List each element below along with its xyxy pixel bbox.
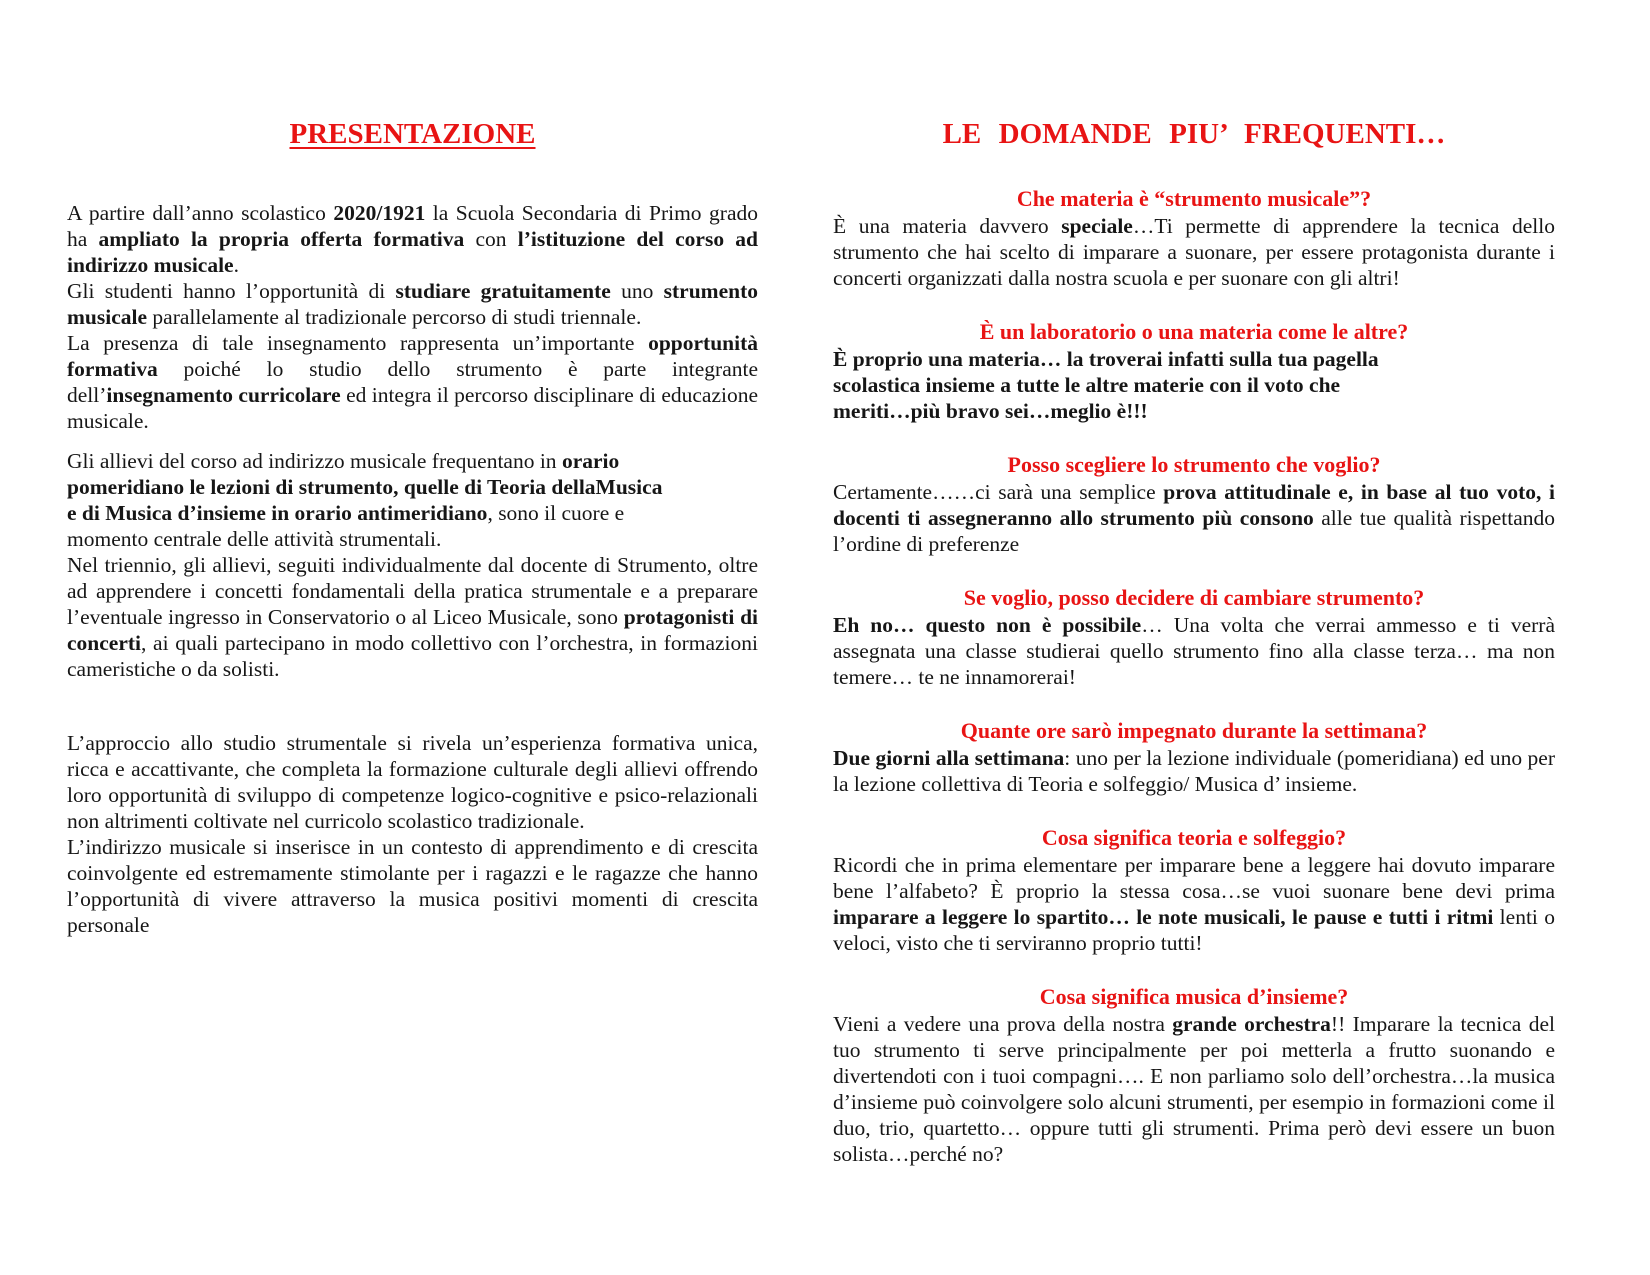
- text-run: Ricordi che in prima elementare per imparare bene a leggere hai dovuto imparare bene l’alfabeto? È proprio la stessa cosa…se vuoi suonare bene devi prima: [833, 853, 1555, 903]
- faq-sections: [833, 186, 1555, 1167]
- presentation-paragraph: [67, 330, 758, 434]
- text-run: La presenza di tale insegnamento rappresenta un’importante: [67, 331, 649, 355]
- bold-text-run: insegnamento curricolare: [106, 383, 341, 407]
- text-run: Gli allievi del corso ad indirizzo musicale frequentano in: [67, 449, 562, 473]
- text-run: Gli studenti hanno l’opportunità di: [67, 279, 396, 303]
- text-run: , ai quali partecipano in modo collettivo con l’orchestra, in formazioni cameristiche o da solisti.: [67, 631, 758, 681]
- text-run: ed integra il percorso disciplinare di educazione musicale.: [67, 383, 759, 433]
- bold-text-run: e di Musica d’insieme in orario antimeridiano: [67, 501, 488, 525]
- faq-answer: [833, 1011, 1555, 1167]
- faq-column: [833, 118, 1555, 1167]
- faq-question: Cosa significa teoria e solfeggio?: [1041, 825, 1347, 850]
- bold-text-run: opportunità formativa: [67, 331, 758, 381]
- presentation-paragraph: [67, 834, 758, 938]
- presentation-paragraph: [67, 552, 758, 682]
- bold-text-run: Eh no… questo non è possibile: [833, 613, 1142, 637]
- faq-question: Quante ore sarò impegnato durante la settimana?: [960, 718, 1428, 743]
- faq-answer: [833, 612, 1555, 690]
- presentation-paragraph: [67, 200, 758, 278]
- bold-text-run: orario: [561, 449, 620, 473]
- text-run: , sono il cuore e: [487, 501, 625, 525]
- text-run: lenti o veloci, visto che ti serviranno proprio tutti!: [833, 905, 1555, 955]
- bold-text-run: scolastica insieme a tutte le altre materie con il voto che: [833, 373, 1341, 397]
- faq-answer: [833, 479, 1555, 557]
- bold-text-run: l’istituzione del corso ad indirizzo musicale: [67, 227, 758, 277]
- faq-question: Se voglio, posso decidere di cambiare strumento?: [963, 585, 1425, 610]
- text-run: È una materia davvero: [833, 214, 1062, 238]
- bold-text-run: ampliato la propria offerta formativa: [98, 227, 465, 251]
- text-run: L’approccio allo studio strumentale si rivela un’esperienza formativa unica, ricca e accattivante, che completa la formazione culturale degli allievi offrendo loro opportunità di sviluppo di competenze logico-cognitive e psico-relazionali non altrimenti coltivate nel curricolo scolastico tradizionale.: [67, 731, 758, 833]
- faq-question: Che materia è “strumento musicale”?: [1016, 186, 1372, 211]
- text-run: .: [233, 253, 239, 277]
- bold-text-run: 2020/1921: [333, 201, 426, 225]
- text-run: con: [464, 227, 518, 251]
- presentation-column: [67, 118, 758, 938]
- text-run: la Scuola Secondaria di Primo grado ha: [67, 201, 758, 251]
- text-run: uno: [610, 279, 664, 303]
- presentation-title: PRESENTAZIONE: [289, 118, 536, 150]
- bold-text-run: speciale: [1061, 214, 1133, 238]
- presentation-paragraph: [67, 730, 758, 834]
- text-run: Certamente……ci sarà una semplice: [833, 480, 1164, 504]
- faq-question: Cosa significa musica d’insieme?: [1039, 984, 1349, 1009]
- text-run: momento centrale delle attività strumentali.: [67, 527, 442, 551]
- presentation-paragraph: [67, 448, 758, 552]
- text-run: Vieni a vedere una prova della nostra: [833, 1012, 1173, 1036]
- text-run: alle tue qualità rispettando l’ordine di preferenze: [833, 506, 1555, 556]
- text-run: A partire dall’anno scolastico: [67, 201, 334, 225]
- text-run: poiché lo studio dello strumento è parte integrante dell’: [67, 357, 758, 407]
- presentation-paragraph: [67, 278, 758, 330]
- faq-answer: [833, 852, 1555, 956]
- text-run: Nel triennio, gli allievi, seguiti individualmente dal docente di Strumento, oltre ad apprendere i concetti fondamentali della pratica strumentale e a preparare l’eventuale ingresso in Conservatorio o al Liceo Musicale, sono: [67, 553, 758, 629]
- bold-text-run: studiare gratuitamente: [395, 279, 611, 303]
- faq-question: Posso scegliere lo strumento che voglio?: [1007, 452, 1381, 477]
- text-run: parallelamente al tradizionale percorso di studi triennale.: [147, 305, 642, 329]
- faq-question: È un laboratorio o una materia come le altre?: [979, 319, 1409, 344]
- faq-answer: [833, 346, 1555, 424]
- text-run: …Ti permette di apprendere la tecnica dello strumento che hai scelto di imparare a suonare, per essere protagonista durante i concerti organizzati dalla nostra scuola e per suonare con gli altri!: [833, 214, 1555, 290]
- bold-text-run: È proprio una materia… la troverai infatti sulla tua pagella: [833, 347, 1379, 371]
- bold-text-run: Due giorni alla settimana: [833, 746, 1065, 770]
- text-run: !! Imparare la tecnica del tuo strumento ti serve principalmente per poi metterla a frutto suonando e divertendoti con i tuoi compagni…. E non parliamo solo dell’orchestra…la musica d’insieme può coinvolgere solo alcuni strumenti, per esempio in formazioni come il duo, trio, quartetto… oppure tutti gli strumenti. Prima però devi essere un buon solista…perché no?: [833, 1012, 1555, 1166]
- bold-text-run: pomeridiano le lezioni di strumento, quelle di Teoria dellaMusica: [67, 475, 663, 499]
- bold-text-run: prova attitudinale e, in base al tuo voto, i docenti ti assegneranno allo strumento più consono: [833, 480, 1555, 530]
- bold-text-run: protagonisti di concerti: [67, 605, 759, 655]
- bold-text-run: imparare a leggere lo spartito… le note musicali, le pause e tutti i ritmi: [833, 905, 1494, 929]
- faq-title: LE DOMANDE PIU’ FREQUENTI…: [942, 118, 1446, 150]
- bold-text-run: meriti…più bravo sei…meglio è!!!: [833, 399, 1148, 423]
- faq-answer: [833, 213, 1555, 291]
- presentation-paragraphs: [67, 200, 758, 938]
- text-run: : uno per la lezione individuale (pomeridiana) ed uno per la lezione collettiva di Teoria e solfeggio/ Musica d’ insieme.: [833, 746, 1555, 796]
- faq-answer: [833, 745, 1555, 797]
- bold-text-run: grande orchestra: [1172, 1012, 1331, 1036]
- bold-text-run: strumento musicale: [67, 279, 759, 329]
- text-run: … Una volta che verrai ammesso e ti verrà assegnata una classe studierai quello strumento fino alla classe terza… ma non temere… te ne innamorerai!: [833, 613, 1555, 689]
- text-run: L’indirizzo musicale si inserisce in un contesto di apprendimento e di crescita coinvolgente ed estremamente stimolante per i ragazzi e le ragazze che hanno l’opportunità di vivere attraverso la musica positivi momenti di crescita personale: [67, 835, 758, 937]
